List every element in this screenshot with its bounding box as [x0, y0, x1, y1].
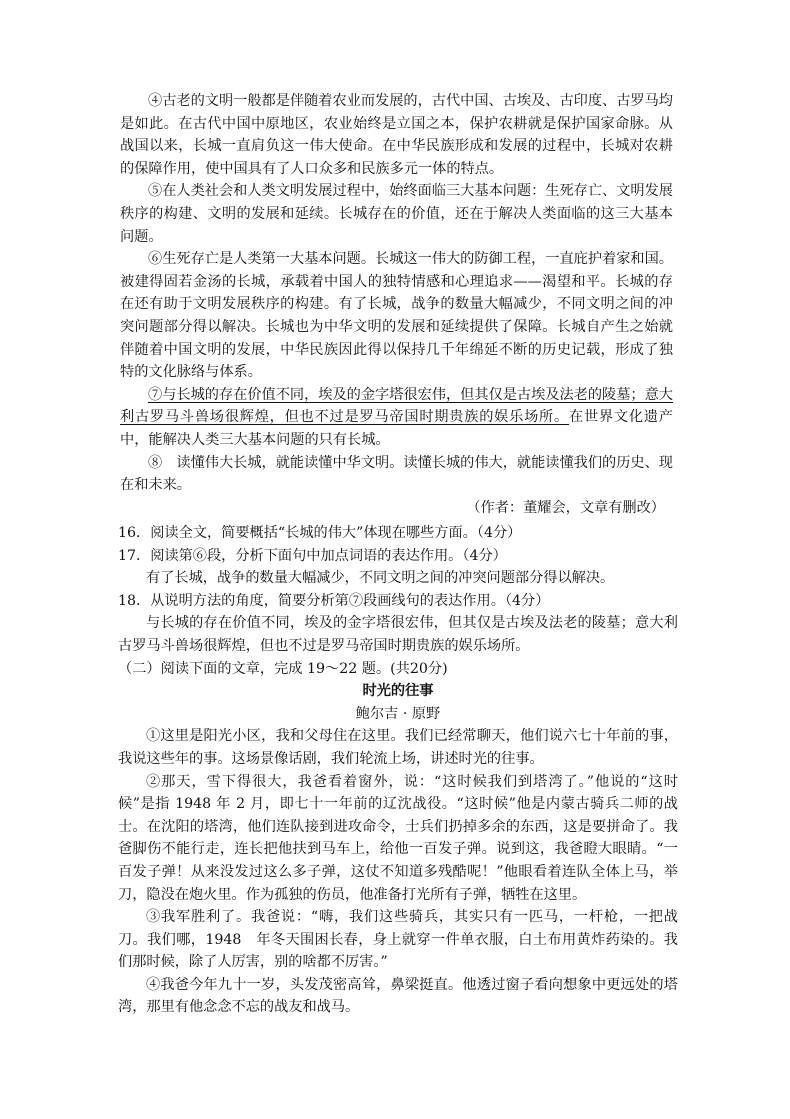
section2-title: 时光的往事: [362, 683, 434, 700]
questions-block: [118, 522, 678, 1019]
section2-paragraph-2: ②那天，雪下得很大，我爸看着窗外，说：“这时候我们到塔湾了。”他说的“这时候”是指 1948 年 2 月，即七十一年前的辽沈战役。“这时候”他是内蒙古骑兵二师的战士。在沈阳的塔湾，他们连队接到进攻命令，士兵们扔掉多余的东西，这是要拼命了。我爸脚伤不能行走，连长把他扶到马车上，给他一百发子弹。说到这，我爸瞪大眼睛。“一百发子弹！从来没发过这么多子弹，这仗不知道多残酷呢！”他眼看着连队全体上马，举刀，隐没在炮火里。作为孤独的伤员，他准备打光所有子弹，牺牲在这里。: [118, 773, 678, 903]
question-16: 16．阅读全文，简要概括“长城的伟大”体现在哪些方面。（4分）: [118, 525, 522, 541]
essay1-paragraph-8: ⑧ 读懂伟大长城，就能读懂中华文明。读懂长城的伟大，就能读懂我们的历史、现在和未来。: [120, 454, 673, 494]
section2-heading: （二）阅读下面的文章，完成 19～22 题。(共20分): [118, 660, 448, 677]
essay1-paragraph-7: [120, 384, 673, 452]
section2-author: 鲍尔吉 · 原野: [355, 705, 441, 722]
question-18-sentence: 与长城的存在价值不同，埃及的金字塔很宏伟，但其仅是古埃及法老的陵墓；意大利古罗马斗兽场很辉煌，但也不过是罗马帝国时期贵族的娱乐场所。: [118, 615, 678, 654]
section2-paragraph-4: ④我爸今年九十一岁，头发茂密高耸，鼻梁挺直。他透过窗子看向想象中更远处的塔湾，那里有他念念不忘的战友和战马。: [118, 976, 678, 1016]
section2-paragraph-3: ③我军胜利了。我爸说：“嗨，我们这些骑兵，其实只有一匹马，一杆枪，一把战刀。我们哪，1948 年冬天围困长春，身上就穿一件单衣服，白土布用黄炸药染的。我们那时候，除了人厉害，别的啥都不厉害。”: [118, 909, 678, 971]
essay1-paragraph-4: ④古老的文明一般都是伴随着农业而发展的，古代中国、古埃及、古印度、古罗马均是如此。在古代中国中原地区，农业始终是立国之本，保护农耕就是保护国家命脉。从战国以来，长城一直肩负这一伟大使命。在中华民族形成和发展的过程中，长城对农耕的保障作用，使中国具有了人口众多和民族多元一体的特点。: [120, 93, 673, 177]
essay1-paragraph-6: ⑥生死存亡是人类第一大基本问题。长城这一伟大的防御工程，一直庇护着家和国。被建得固若金汤的长城，承载着中国人的独特情感和心理追求——渴望和平。长城的存在还有助于文明发展秩序的构建。有了长城，战争的数量大幅减少，不同文明之间的冲突问题部分得以解决。长城也为中华文明的发展和延续提供了保障。长城自产生之始就伴随着中国文明的发展，中华民族因此得以保持几千年绵延不断的历史记载，形成了独特的文化脉络与体系。: [120, 251, 673, 381]
question-17-sentence: 有了长城，战争的数量大幅减少，不同文明之间的冲突问题部分得以解决。: [146, 570, 615, 587]
question-17: 17．阅读第⑥段，分析下面句中加点词语的表达作用。（4分）: [118, 547, 507, 564]
essay1-author: （作者：董耀会，文章有删改）: [466, 499, 665, 516]
essay1-paragraph-7-rest: 在世界文化遗产中，能解决人类三大基本问题的只有长城。: [120, 409, 673, 448]
essay1-paragraph-7-underlined: ⑦与长城的存在价值不同，埃及的金字塔很宏伟，但其仅是古埃及法老的陵墓；意大利古罗马斗兽场很辉煌，但也不过是罗马帝国时期贵族的娱乐场所。: [120, 386, 673, 426]
section2-paragraph-1: ①这里是阳光小区，我和父母住在这里。我们已经常聊天，他们说六七十年前的事，我说这些年的事。这场景像话剧，我们轮流上场，讲述时光的往事。: [118, 728, 678, 767]
question-18: 18．从说明方法的角度，简要分析第⑦段画线句的表达作用。（4分）: [118, 592, 550, 609]
essay1-paragraph-5: ⑤在人类社会和人类文明发展过程中，始终面临三大基本问题：生死存亡、文明发展秩序的构建、文明的发展和延续。长城存在的价值，还在于解决人类面临的这三大基本问题。: [120, 183, 673, 245]
essay1-paragraphs: [120, 90, 673, 519]
